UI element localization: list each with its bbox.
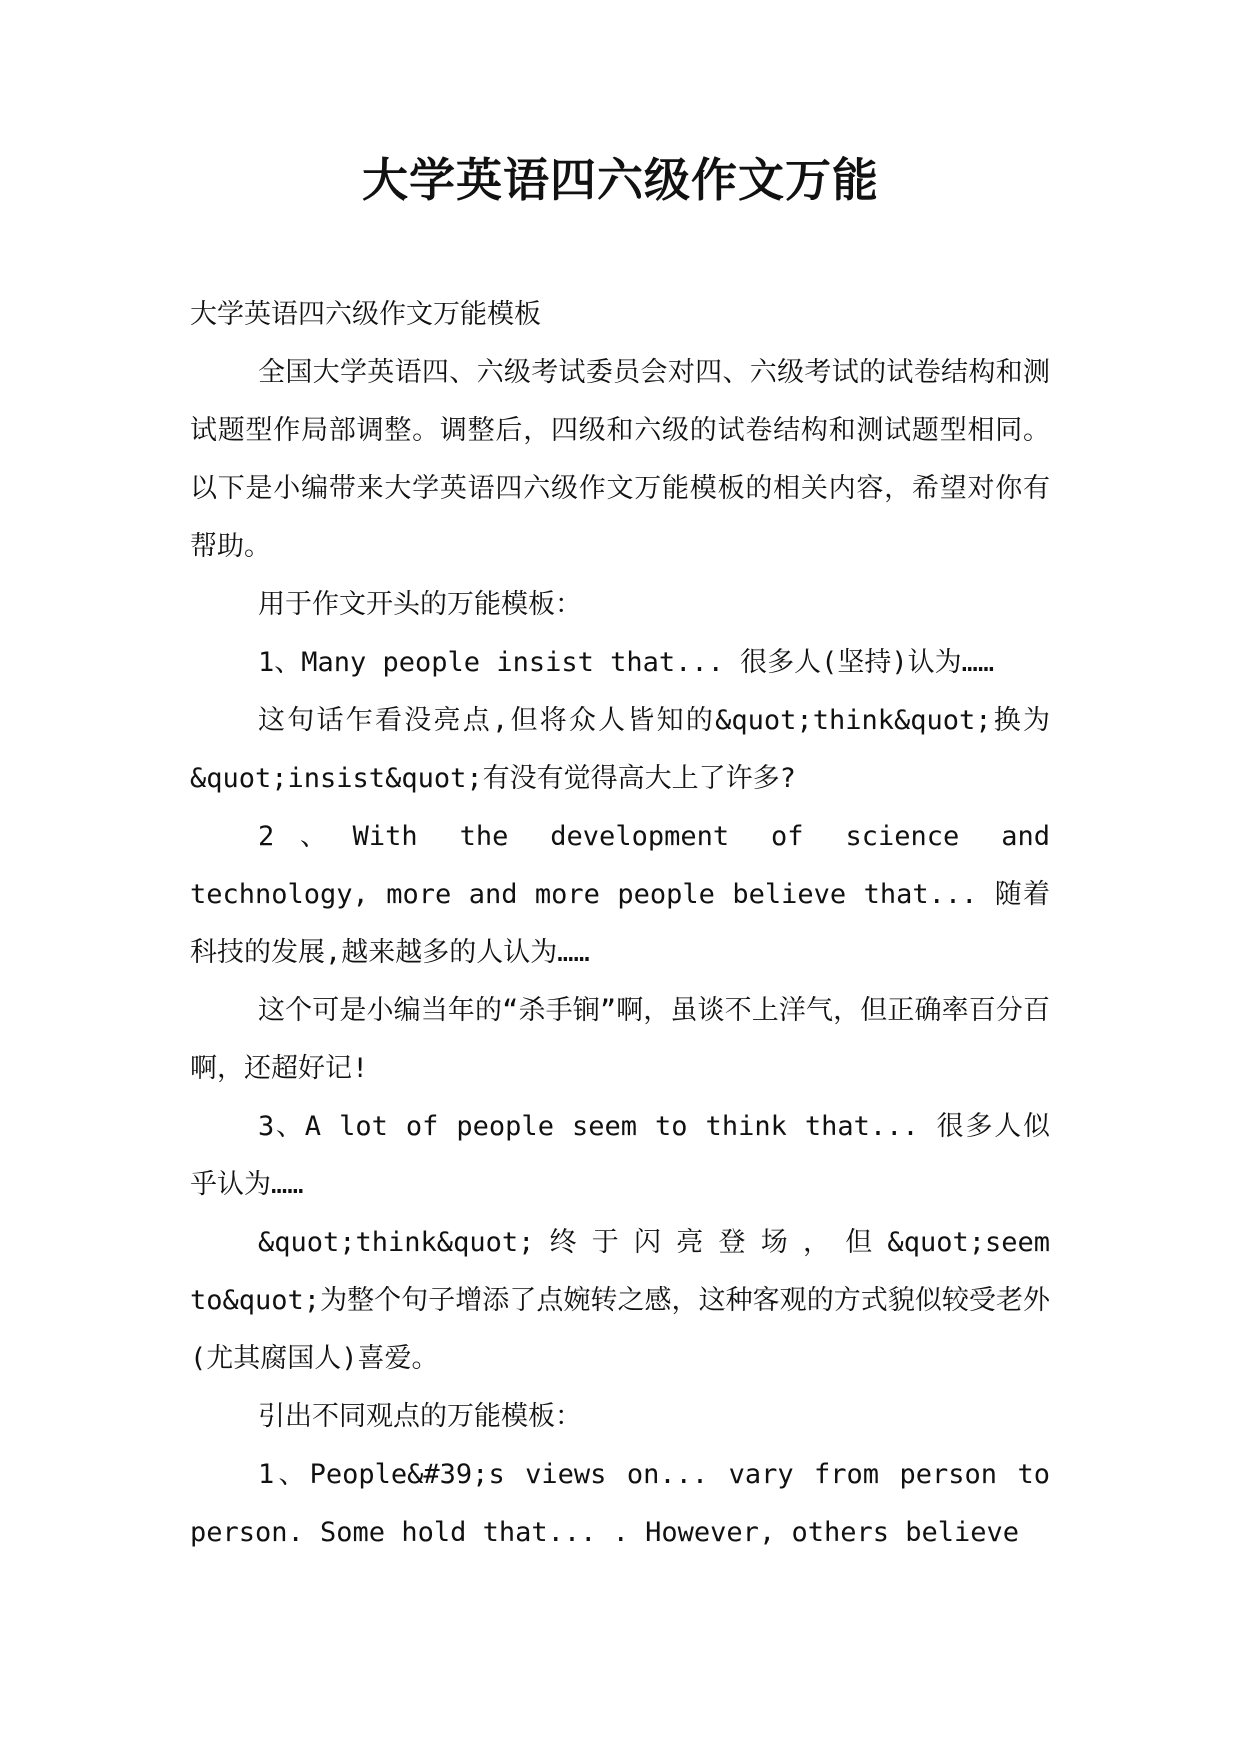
template-note-3: &quot;think&quot;终于闪亮登场，但&quot;seem to&quot;为整个句子增添了点婉转之感，这种客观的方式貌似较受老外(尤其腐国人)喜爱。 <box>190 1227 1050 1374</box>
document-subtitle: 大学英语四六级作文万能模板 <box>190 299 541 330</box>
intro-paragraph: 全国大学英语四、六级考试委员会对四、六级考试的试卷结构和测试题型作局部调整。调整后，四级和六级的试卷结构和测试题型相同。以下是小编带来大学英语四六级作文万能模板的相关内容，希望对你有帮助。 <box>190 357 1050 562</box>
section-heading-opening: 用于作文开头的万能模板： <box>258 589 582 620</box>
document-title: 大学英语四六级作文万能 <box>362 153 879 207</box>
template-note-1: 这句话乍看没亮点,但将众人皆知的&quot;think&quot;换为&quot;insist&quot;有没有觉得高大上了许多? <box>190 705 1050 794</box>
template-item-2: 2、With the development of science and technology, more and more people believe that... 随着科技的发展,越来越多的人认为…… <box>190 821 1050 968</box>
template-note-2: 这个可是小编当年的“杀手锏”啊，虽谈不上洋气，但正确率百分百啊，还超好记! <box>190 995 1050 1084</box>
document-body <box>190 286 1050 1562</box>
views-template-item-1: 1、People&#39;s views on... vary from person to person. Some hold that... . However, others believe <box>190 1459 1050 1548</box>
section-heading-views: 引出不同观点的万能模板： <box>258 1401 582 1432</box>
template-item-1: 1、Many people insist that... 很多人(坚持)认为…… <box>258 647 995 678</box>
template-item-3: 3、A lot of people seem to think that... 很多人似乎认为…… <box>190 1111 1050 1200</box>
